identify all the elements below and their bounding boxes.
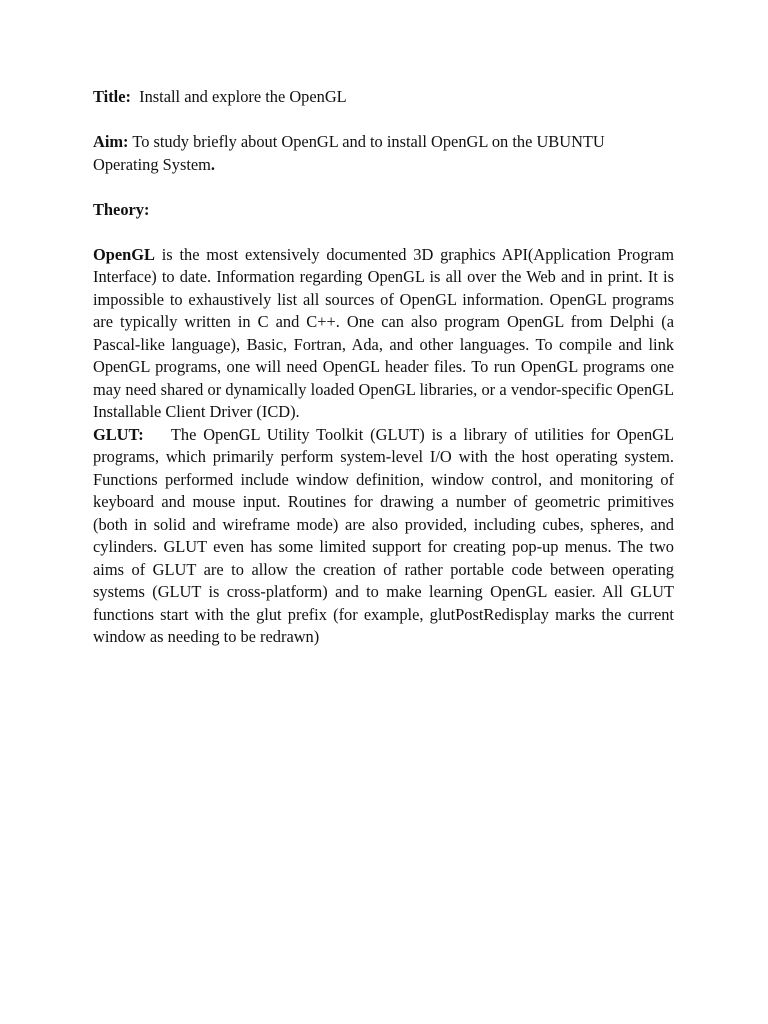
glut-label: GLUT: [93, 424, 144, 444]
title-line [93, 86, 674, 109]
aim-label: Aim: [93, 132, 129, 151]
opengl-label: OpenGL [93, 244, 155, 264]
opengl-text: is the most extensively documented 3D graphics API(Application Program Interface) to date. Information regarding OpenGL is all over the Web and in print. It is impossible to exhaustively list all sources of OpenGL information. OpenGL programs are typically written in C and C++. One can also program OpenGL from Delphi (a Pascal-like language), Basic, Fortran, Ada, and other languages. To compile and link OpenGL programs, one will need OpenGL header files. To run OpenGL programs one may need shared or dynamically loaded OpenGL libraries, or a vendor-specific OpenGL Installable Client Driver (ICD). [93, 244, 674, 421]
theory-heading-label: Theory: [93, 199, 150, 219]
opengl-paragraph [93, 244, 674, 424]
title-label: Title: [93, 87, 131, 106]
title-text: Install and explore the OpenGL [139, 87, 347, 106]
glut-text: The OpenGL Utility Toolkit (GLUT) is a library of utilities for OpenGL programs, which primarily perform system-level I/O with the host operating system. Functions performed include window definition, window control, and monitoring of keyboard and mouse input. Routines for drawing a number of geometric primitives (both in solid and wireframe mode) are also provided, including cubes, spheres, and cylinders. GLUT even has some limited support for creating pop-up menus. The two aims of GLUT are to allow the creation of rather portable code between operating systems (GLUT is cross-platform) and to make learning OpenGL easier. All GLUT functions start with the glut prefix (for example, glutPostRedisplay marks the current window as needing to be redrawn) [93, 424, 674, 646]
theory-heading [93, 199, 674, 222]
aim-end: . [210, 154, 216, 174]
glut-paragraph [93, 424, 674, 649]
document-content [93, 86, 674, 649]
aim-paragraph [93, 131, 674, 176]
aim-text: To study briefly about OpenGL and to install OpenGL on the UBUNTU Operating System [93, 132, 605, 174]
